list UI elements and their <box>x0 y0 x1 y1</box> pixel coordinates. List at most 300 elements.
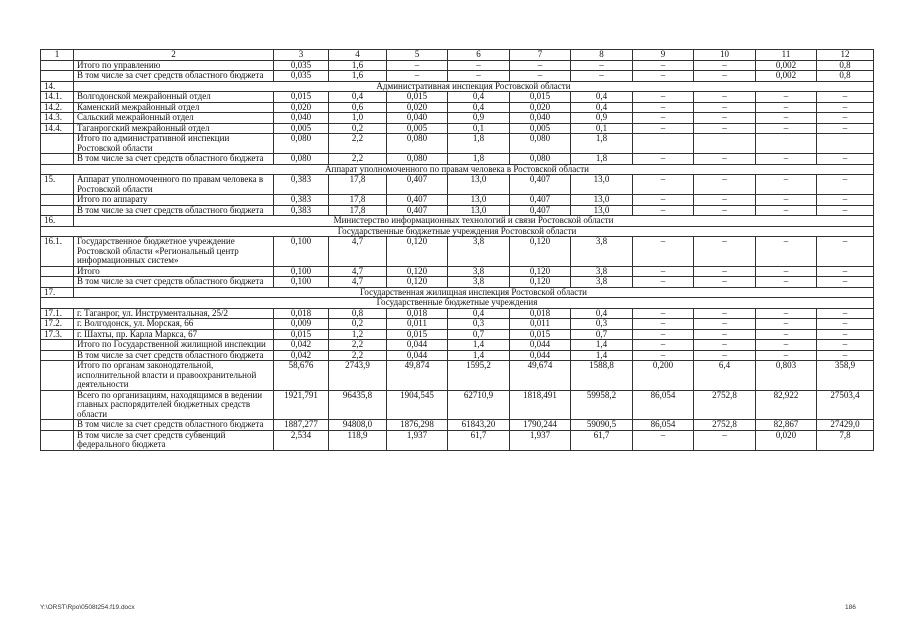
value-cell: – <box>694 237 756 267</box>
row-name: Всего по организациям, находящимся в ведении главных распорядителей бюджетных средств области <box>74 390 274 420</box>
value-cell: 0,080 <box>387 154 448 165</box>
row-name: Итого по управлению <box>74 60 274 71</box>
file-path: Y:\ORST\Rpo\0508t254.f19.docx <box>40 604 135 611</box>
subsection-row <box>41 164 874 175</box>
value-cell: 0,080 <box>510 154 571 165</box>
value-cell: – <box>633 60 694 71</box>
value-cell: 13,0 <box>448 195 510 206</box>
row-name: Итого по административной инспекции Ростовской области <box>74 134 274 154</box>
section-title: Государственная жилищная инспекция Ростовской области <box>74 287 874 298</box>
value-cell: 13,0 <box>571 195 633 206</box>
value-cell: 0,020 <box>756 430 817 450</box>
header-cell: 4 <box>329 50 387 61</box>
value-cell: 4,7 <box>329 266 387 277</box>
value-cell: 1904,545 <box>387 390 448 420</box>
value-cell: 0,035 <box>274 71 329 82</box>
header-cell: 7 <box>510 50 571 61</box>
value-cell: 0,1 <box>571 123 633 134</box>
value-cell: – <box>817 308 874 319</box>
value-cell: – <box>756 195 817 206</box>
value-cell: – <box>817 92 874 103</box>
value-cell: 0,100 <box>274 266 329 277</box>
value-cell <box>633 134 694 154</box>
value-cell: 0,040 <box>274 113 329 124</box>
header-cell: 1 <box>41 50 74 61</box>
value-cell: 3,8 <box>448 266 510 277</box>
row-name: В том числе за счет средств областного бюджета <box>74 277 274 288</box>
header-cell: 8 <box>571 50 633 61</box>
value-cell: – <box>756 350 817 361</box>
table-row <box>41 175 874 195</box>
value-cell: – <box>633 329 694 340</box>
value-cell: 0,3 <box>448 319 510 330</box>
row-number <box>41 60 74 71</box>
table-body <box>41 50 874 451</box>
value-cell: – <box>756 102 817 113</box>
value-cell: 0,005 <box>510 123 571 134</box>
row-name: Аппарат уполномоченного по правам человека в Ростовской области <box>74 175 274 195</box>
table-row <box>41 266 874 277</box>
value-cell: – <box>633 430 694 450</box>
value-cell: 0,8 <box>817 71 874 82</box>
value-cell: 0,015 <box>274 329 329 340</box>
value-cell: 0,005 <box>274 123 329 134</box>
row-number <box>41 361 74 391</box>
value-cell: 0,044 <box>510 340 571 351</box>
value-cell: – <box>817 102 874 113</box>
value-cell: – <box>817 123 874 134</box>
section-number: 16. <box>41 216 74 227</box>
header-row <box>41 50 874 61</box>
table-row <box>41 123 874 134</box>
value-cell: 13,0 <box>571 205 633 216</box>
table-row <box>41 92 874 103</box>
value-cell: 0,4 <box>571 102 633 113</box>
value-cell: – <box>694 277 756 288</box>
value-cell: 0,407 <box>387 205 448 216</box>
value-cell: – <box>571 71 633 82</box>
row-name: В том числе за счет средств областного бюджета <box>74 71 274 82</box>
value-cell: 49,874 <box>387 361 448 391</box>
value-cell: 1,4 <box>571 350 633 361</box>
value-cell: – <box>756 113 817 124</box>
value-cell: 0,120 <box>387 266 448 277</box>
value-cell: 0,4 <box>329 92 387 103</box>
value-cell: 0,407 <box>387 175 448 195</box>
value-cell: 0,7 <box>448 329 510 340</box>
section-title: Министерство информационных технологий и связи Ростовской области <box>74 216 874 227</box>
value-cell: 1,8 <box>448 154 510 165</box>
value-cell: 0,018 <box>274 308 329 319</box>
subsection-row <box>41 298 874 309</box>
header-cell: 11 <box>756 50 817 61</box>
header-cell: 3 <box>274 50 329 61</box>
row-number: 15. <box>41 175 74 195</box>
value-cell: 0,002 <box>756 71 817 82</box>
value-cell: – <box>633 102 694 113</box>
row-name: Каменский межрайонный отдел <box>74 102 274 113</box>
value-cell: 1,0 <box>329 113 387 124</box>
value-cell: 0,4 <box>571 92 633 103</box>
section-number: 17. <box>41 287 74 298</box>
table-row <box>41 154 874 165</box>
value-cell: – <box>633 123 694 134</box>
value-cell: – <box>694 266 756 277</box>
value-cell: – <box>510 60 571 71</box>
value-cell: – <box>756 329 817 340</box>
value-cell: 0,080 <box>510 134 571 154</box>
value-cell: – <box>633 340 694 351</box>
value-cell: 4,7 <box>329 237 387 267</box>
value-cell: 0,407 <box>510 175 571 195</box>
row-number <box>41 195 74 206</box>
value-cell <box>817 134 874 154</box>
value-cell: – <box>694 319 756 330</box>
value-cell: 7,8 <box>817 430 874 450</box>
value-cell: 2,2 <box>329 154 387 165</box>
value-cell: 0,042 <box>274 350 329 361</box>
row-name: г. Волгодонск, ул. Морская, 66 <box>74 319 274 330</box>
table-row <box>41 102 874 113</box>
value-cell: 61,7 <box>571 430 633 450</box>
value-cell: – <box>633 92 694 103</box>
value-cell: 0,120 <box>510 266 571 277</box>
value-cell: 0,018 <box>510 308 571 319</box>
value-cell: 0,4 <box>448 92 510 103</box>
value-cell: 0,4 <box>571 308 633 319</box>
value-cell: – <box>756 205 817 216</box>
value-cell: 0,005 <box>387 123 448 134</box>
value-cell: – <box>633 266 694 277</box>
value-cell: 1,4 <box>571 340 633 351</box>
value-cell: – <box>817 350 874 361</box>
value-cell: 0,015 <box>510 329 571 340</box>
value-cell: 3,8 <box>571 266 633 277</box>
value-cell: 0,015 <box>387 92 448 103</box>
value-cell: – <box>817 113 874 124</box>
table-row <box>41 113 874 124</box>
value-cell: 0,080 <box>274 134 329 154</box>
row-number <box>41 340 74 351</box>
row-name: Итого по аппарату <box>74 195 274 206</box>
value-cell <box>694 134 756 154</box>
value-cell: 0,009 <box>274 319 329 330</box>
value-cell: – <box>448 71 510 82</box>
value-cell: – <box>817 195 874 206</box>
value-cell: 3,8 <box>571 237 633 267</box>
value-cell: 2,2 <box>329 350 387 361</box>
value-cell: 1588,8 <box>571 361 633 391</box>
row-name: В том числе за счет средств субвенций федерального бюджета <box>74 430 274 450</box>
value-cell: 58,676 <box>274 361 329 391</box>
value-cell: – <box>756 266 817 277</box>
value-cell: 0,080 <box>274 154 329 165</box>
row-name: г. Шахты, пр. Карла Маркса, 67 <box>74 329 274 340</box>
value-cell: 0,1 <box>448 123 510 134</box>
value-cell: – <box>387 60 448 71</box>
row-number: 16.1. <box>41 237 74 267</box>
value-cell: – <box>633 237 694 267</box>
value-cell: 0,015 <box>274 92 329 103</box>
value-cell: – <box>756 308 817 319</box>
value-cell: 1876,298 <box>387 420 448 431</box>
value-cell: – <box>633 195 694 206</box>
value-cell: 2752,8 <box>694 420 756 431</box>
value-cell: – <box>694 92 756 103</box>
header-cell: 2 <box>74 50 274 61</box>
value-cell: – <box>694 60 756 71</box>
value-cell: – <box>694 123 756 134</box>
value-cell: – <box>817 237 874 267</box>
value-cell: – <box>817 154 874 165</box>
row-name: В том числе за счет средств областного бюджета <box>74 350 274 361</box>
value-cell: 1921,791 <box>274 390 329 420</box>
value-cell: 0,120 <box>510 237 571 267</box>
value-cell: 0,8 <box>817 60 874 71</box>
value-cell: – <box>817 277 874 288</box>
page-number: 186 <box>845 604 856 611</box>
table-row <box>41 60 874 71</box>
value-cell: 59958,2 <box>571 390 633 420</box>
value-cell: 0,040 <box>387 113 448 124</box>
value-cell: 0,120 <box>387 277 448 288</box>
row-number: 17.2. <box>41 319 74 330</box>
value-cell: 0,8 <box>329 308 387 319</box>
value-cell: 0,803 <box>756 361 817 391</box>
value-cell: 358,9 <box>817 361 874 391</box>
value-cell: 0,2 <box>329 319 387 330</box>
value-cell: 1595,2 <box>448 361 510 391</box>
value-cell: 0,020 <box>510 102 571 113</box>
value-cell: – <box>633 113 694 124</box>
value-cell: 1887,277 <box>274 420 329 431</box>
value-cell: 0,4 <box>448 308 510 319</box>
row-number <box>41 277 74 288</box>
value-cell <box>756 134 817 154</box>
table-row <box>41 329 874 340</box>
row-number: 14.3. <box>41 113 74 124</box>
value-cell: 0,9 <box>571 113 633 124</box>
value-cell: 59090,5 <box>571 420 633 431</box>
table-row <box>41 205 874 216</box>
value-cell: 82,867 <box>756 420 817 431</box>
value-cell: 2752,8 <box>694 390 756 420</box>
value-cell: – <box>510 71 571 82</box>
value-cell: 0,035 <box>274 60 329 71</box>
section-title: Административная инспекция Ростовской области <box>74 81 874 92</box>
row-name: В том числе за счет средств областного бюджета <box>74 205 274 216</box>
value-cell: 86,054 <box>633 390 694 420</box>
value-cell: – <box>633 71 694 82</box>
row-name: Итого по органам законодательной, исполнительной власти и правоохранительной деятельности <box>74 361 274 391</box>
value-cell: 0,018 <box>387 308 448 319</box>
value-cell: – <box>633 319 694 330</box>
header-cell: 12 <box>817 50 874 61</box>
value-cell: 1,937 <box>510 430 571 450</box>
value-cell: 62710,9 <box>448 390 510 420</box>
value-cell: 1,6 <box>329 60 387 71</box>
value-cell: – <box>817 175 874 195</box>
value-cell: – <box>694 113 756 124</box>
value-cell: – <box>817 329 874 340</box>
value-cell: 0,6 <box>329 102 387 113</box>
row-name: г. Таганрог, ул. Инструментальная, 25/2 <box>74 308 274 319</box>
value-cell: 0,011 <box>387 319 448 330</box>
value-cell: 2743,9 <box>329 361 387 391</box>
value-cell: – <box>756 237 817 267</box>
value-cell: 1,937 <box>387 430 448 450</box>
value-cell: 0,040 <box>510 113 571 124</box>
value-cell: 96435,8 <box>329 390 387 420</box>
value-cell: 17,8 <box>329 175 387 195</box>
value-cell: 0,042 <box>274 340 329 351</box>
row-number <box>41 205 74 216</box>
value-cell: 1,4 <box>448 350 510 361</box>
value-cell: 3,8 <box>448 277 510 288</box>
value-cell: 2,534 <box>274 430 329 450</box>
value-cell: – <box>448 60 510 71</box>
value-cell: – <box>817 266 874 277</box>
value-cell: 0,044 <box>387 350 448 361</box>
value-cell: 0,120 <box>387 237 448 267</box>
value-cell: – <box>817 319 874 330</box>
value-cell: 27503,4 <box>817 390 874 420</box>
row-name: В том числе за счет средств областного бюджета <box>74 154 274 165</box>
section-number: 14. <box>41 81 74 92</box>
value-cell: – <box>694 430 756 450</box>
value-cell: 0,044 <box>387 340 448 351</box>
table-row <box>41 319 874 330</box>
value-cell: – <box>694 154 756 165</box>
subsection-title: Государственные бюджетные учреждения Ростовской области <box>41 226 874 237</box>
value-cell: 0,407 <box>387 195 448 206</box>
value-cell: – <box>633 154 694 165</box>
row-number <box>41 71 74 82</box>
row-name: В том числе за счет средств областного бюджета <box>74 420 274 431</box>
value-cell: – <box>756 123 817 134</box>
value-cell: 0,383 <box>274 205 329 216</box>
value-cell: – <box>633 277 694 288</box>
value-cell: – <box>817 205 874 216</box>
value-cell: – <box>571 60 633 71</box>
row-number <box>41 430 74 450</box>
data-table <box>40 49 874 451</box>
subsection-row <box>41 226 874 237</box>
value-cell: 0,100 <box>274 277 329 288</box>
value-cell: 0,4 <box>448 102 510 113</box>
value-cell: – <box>633 308 694 319</box>
table-row <box>41 308 874 319</box>
value-cell: 2,2 <box>329 134 387 154</box>
value-cell: – <box>694 102 756 113</box>
value-cell: 0,100 <box>274 237 329 267</box>
row-number <box>41 134 74 154</box>
value-cell: 0,383 <box>274 195 329 206</box>
value-cell: – <box>694 308 756 319</box>
value-cell: 82,922 <box>756 390 817 420</box>
value-cell: 61843,20 <box>448 420 510 431</box>
header-cell: 5 <box>387 50 448 61</box>
value-cell: 27429,0 <box>817 420 874 431</box>
value-cell: – <box>694 175 756 195</box>
value-cell: 0,407 <box>510 195 571 206</box>
row-number: 17.1. <box>41 308 74 319</box>
value-cell: 94808,0 <box>329 420 387 431</box>
value-cell: 1818,491 <box>510 390 571 420</box>
value-cell: 17,8 <box>329 205 387 216</box>
value-cell: 0,9 <box>448 113 510 124</box>
value-cell: – <box>387 71 448 82</box>
section-row <box>41 216 874 227</box>
value-cell: – <box>633 205 694 216</box>
table-row <box>41 390 874 420</box>
value-cell: 1790,244 <box>510 420 571 431</box>
header-cell: 6 <box>448 50 510 61</box>
value-cell: 13,0 <box>448 175 510 195</box>
value-cell: – <box>694 350 756 361</box>
value-cell: – <box>694 329 756 340</box>
value-cell: 0,3 <box>571 319 633 330</box>
table-row <box>41 350 874 361</box>
value-cell: 13,0 <box>448 205 510 216</box>
value-cell: 0,407 <box>510 205 571 216</box>
value-cell: 0,015 <box>510 92 571 103</box>
row-name: Итого по Государственной жилищной инспекции <box>74 340 274 351</box>
table-row <box>41 71 874 82</box>
row-number: 17.3. <box>41 329 74 340</box>
table-row <box>41 277 874 288</box>
table-row <box>41 134 874 154</box>
value-cell: 0,080 <box>387 134 448 154</box>
value-cell: 6,4 <box>694 361 756 391</box>
table-row <box>41 420 874 431</box>
value-cell: – <box>756 277 817 288</box>
row-name: Итого <box>74 266 274 277</box>
value-cell: 3,8 <box>448 237 510 267</box>
value-cell: 1,8 <box>448 134 510 154</box>
value-cell: – <box>756 92 817 103</box>
value-cell: 1,4 <box>448 340 510 351</box>
value-cell: – <box>694 340 756 351</box>
value-cell: 0,011 <box>510 319 571 330</box>
value-cell: – <box>756 175 817 195</box>
row-name: Таганрогский межрайонный отдел <box>74 123 274 134</box>
value-cell: – <box>694 205 756 216</box>
section-row <box>41 287 874 298</box>
row-name: Государственное бюджетное учреждение Ростовской области «Региональный центр информационных систем» <box>74 237 274 267</box>
value-cell: 0,200 <box>633 361 694 391</box>
value-cell: – <box>756 154 817 165</box>
value-cell: 0,015 <box>387 329 448 340</box>
subsection-title: Государственные бюджетные учреждения <box>41 298 874 309</box>
row-name: Сальский межрайонный отдел <box>74 113 274 124</box>
value-cell: 0,383 <box>274 175 329 195</box>
value-cell: 13,0 <box>571 175 633 195</box>
value-cell: 4,7 <box>329 277 387 288</box>
value-cell: 1,8 <box>571 154 633 165</box>
table-row <box>41 361 874 391</box>
value-cell: 86,054 <box>633 420 694 431</box>
header-cell: 10 <box>694 50 756 61</box>
value-cell: 1,2 <box>329 329 387 340</box>
table-row <box>41 340 874 351</box>
value-cell: 49,674 <box>510 361 571 391</box>
row-number <box>41 350 74 361</box>
table-row <box>41 195 874 206</box>
value-cell: 2,2 <box>329 340 387 351</box>
value-cell: – <box>633 350 694 361</box>
row-number <box>41 390 74 420</box>
